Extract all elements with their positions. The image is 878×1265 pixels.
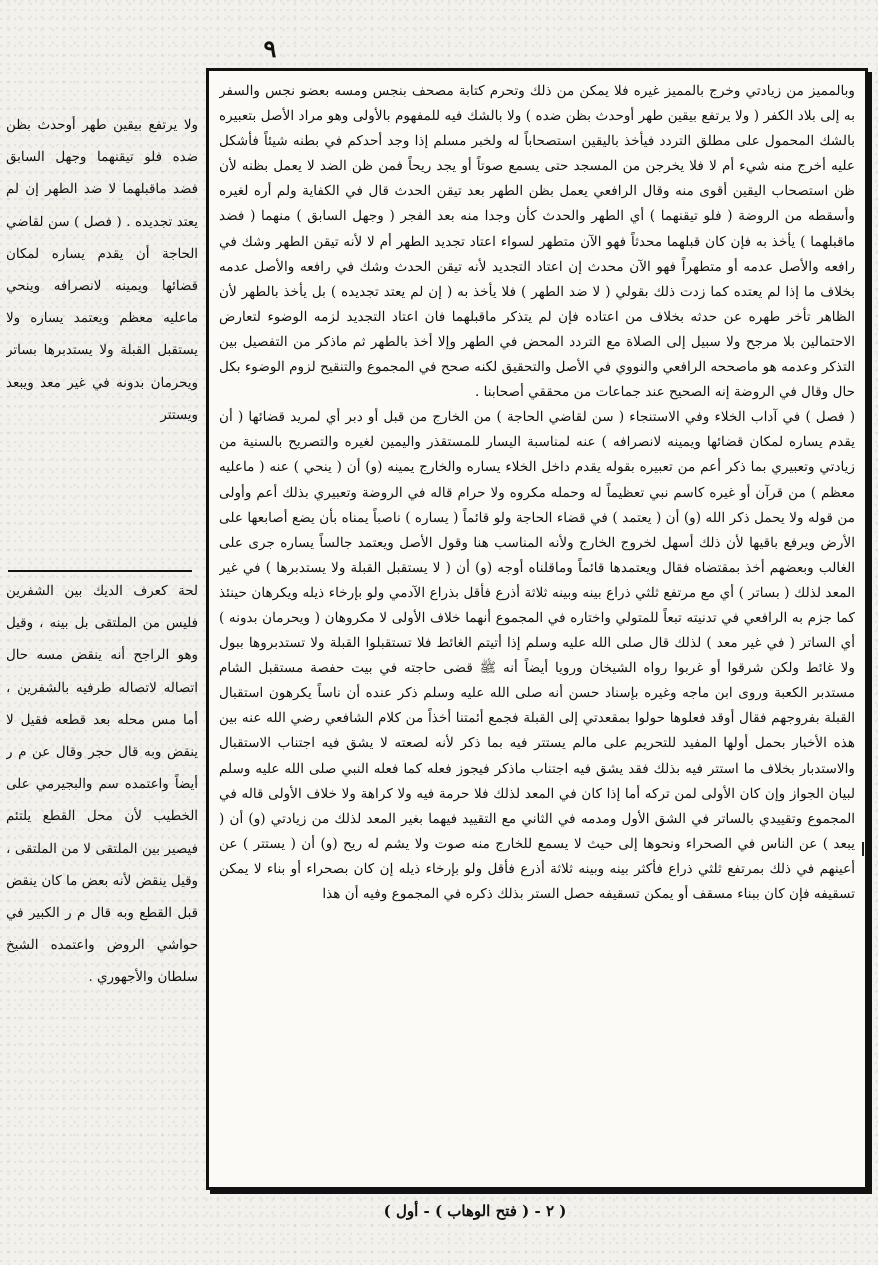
main-paragraph: وبالمميز من زيادتي وخرج بالمميز غيره فلا يمكن من ذلك وتحرم كتابة مصحف بنجس ومسه بعضو نجس والسفر به إلى بلاد الكفر ( ولا يرتفع بيقين طهر أوحدث بظن ضده ) ولا بالشك فيه للمفهوم بالأولى وهو مراد الأصل بتعبيره بالشك المحمول على مطلق التردد فيأخذ باليقين استصحاباً له ولخبر مسلم إذا وجد أحدكم في بطنه شيئاً فأشكل عليه أخرج منه شيء أم لا فلا يخرجن من المسجد حتى يسمع صوتاً أو يجد ريحاً فمن ظن الضد لا يعمل بظنه لأن ظن استصحاب اليقين أقوى منه وقال الرافعي يعمل بظن الطهر بعد تيقن الحدث قال في الكفاية ولم أره لغيره وأسقطه من الروضة ( فلو تيقنهما ) أي الطهر والحدث كأن وجدا منه بعد الفجر ( وجهل السابق ) منهما ( فضد ماقبلهما ) يأخذ به فإن كان قبلهما محدثاً فهو الآن متطهر لسواء اعتاد تجديد الطهر أم لا لأنه تيقن الطهر وشك في رافعه والأصل عدمه أو متطهراً فهو الآن محدث إن اعتاد التجديد لأنه تيقن الحدث وشك في رافعه والأصل عدمه بخلاف ما إذا لم يعتده كما زدت ذلك بقولي ( لا ضد الطهر ) فلا يأخذ به ( إن لم يعتد تجديده ) بل يأخذ بالطهر لأن الظاهر تأخر طهره عن حدثه بخلاف من اعتاده فإن لم يتذكر ماقبلهما فان اعتاد التجديد لزمه الوضوء لتعارض الاحتمالين بلا مرجح ولا سبيل إلى الصلاة مع التردد المحض في الطهر وإلا أخذ بالطهر ثم ماذكر من التفصيل بين التذكر وعدمه هو ماصححه الرافعي والنووي في الأصل والتحقيق لكنه صحح في المجموع والتنقيح لزوم الوضوء بكل حال وقال في الروضة إنه الصحيح عند جماعات من محققي أصحابنا . (219, 83, 855, 401)
page-number: ٩ (263, 34, 277, 63)
footer-label: ( ٢ - ( فتح الوهاب ) - أول ) (383, 1202, 567, 1220)
margin-note: لحة كعرف الديك بين الشفرين فليس من الملتقى بل بينه ، وقيل وهو الراجح أنه ينقض مسه حال اتصاله لاتصاله طرفيه بالشفرين ، أما مس محله بعد قطعه فقيل لا ينقض وبه قال حجر وقال عن م ر أيضاً واعتمده سم والبجيرمي على الخطيب لأن محل القطع يلتئم فيصير بين الملتقى لا من الملتقى ، وقيل ينقض لأنه بعض ما كان ينقض قبل القطع وبه قال م ر الكبير في حواشي الروض واعتمده الشيخ سلطان والأجهوري . (6, 584, 198, 986)
main-paragraph: ( فصل ) في آداب الخلاء وفي الاستنجاء ( سن لقاضي الحاجة ) من الخارج من قبل أو دبر أي لمريد قضائها ( أن يقدم يساره لمكان قضائها ويمينه لانصرافه ) عنه لمناسبة اليسار للمستقذر واليمين لغيره والتصريح بالسنية من زيادتي وتعبيري بما ذكر أعم من تعبيره بقوله يقدم داخل الخلاء يساره والخارج يمينه (و) أن ( ينحي ) عنه ( ماعليه معظم ) من قرآن أو غيره كاسم نبي تعظيماً له وحمله مكروه ولا حرام قاله في الروضة وتعبيري بذلك أعم وأولى من قوله ولا يحمل ذكر الله (و) أن ( يعتمد ) في قضاء الحاجة ولو قائماً ( يساره ) ناصباً يمناه بأن يضع أصابعها على الأرض ويرفع باقيها لأن ذلك أسهل لخروج الخارج ولأنه المناسب هنا وقول الأصل ويعتمد جالساً يساره جرى على الغالب وبعضهم أخذ بمقتضاه فقال ويعتمدها قائماً وماقلناه أوجه (و) أن ( لا يستقبل القبلة ولا يستدبرها ) في غير المعد لذلك ( بساتر ) أي مع مرتفع ثلثي ذراع بينه وبينه ثلاثة أذرع فأقل بذراع الآدمي ولو بإرخاء ذيله ويكرهان حينئذ كما جزم به الرافعي في تدنيته تبعاً للمتولي واختاره في المجموع أنهما خلاف الأولى لا مكروهان ( ويحرمان بدونه ) أي الساتر ( في غير معد ) لذلك قال صلى الله عليه وسلم إذا أتيتم الغائط فلا تستقبلوا القبلة ولا تستدبروها ببول ولا غائط ولكن شرقوا أو غربوا رواه الشيخان ورويا أيضاً أنه ﷺ قضى حاجته في بيت حفصة مستقبل الشام مستدبر الكعبة وروى ابن ماجه وغيره بإسناد حسن أنه صلى الله عليه وسلم ذكر عنده أن ناساً يكرهون استقبال القبلة بفروجهم فقال أوقد فعلوها حولوا بمقعدتي إلى القبلة فجمع أئمتنا أخذاً من كلام الشافعي رضي الله عنه بين هذه الأخبار بحمل أولها المفيد للتحريم على مالم يستتر فيه بما ذكر لأنه لصعته لا يشق فيه اجتناب الاستقبال والاستدبار بخلاف ما استتر فيه بذلك فقد يشق فيه اجتناب ماذكر فيجوز فعله كما فعله النبي صلى الله عليه وسلم لبيان الجواز وإن كان الأولى لمن تركه أما إذا كان في المعد لذلك فلا حرمة فيه ولا كراهة ولا خلاف الأولى قاله في المجموع وتقييدي بالساتر في الشق الأول ومدمه في الثاني مع التقييد فيهما بغير المعد لذلك من زيادتي (و) أن ( يبعد ) عن الناس في الصحراء ونحوها إلى حيث لا يسمع للخارج منه صوت ولا يشم له ريح (و) أن ( يستتر ) عن أعينهم في ذلك بمرتفع ثلثي ذراع فأكثر بينه وبينه ثلاثة أذرع فأقل ولو بإرخاء ذيله إن كان بصحراء أو بناء لا يمكن تسقيفه فإن كان ببناء مسقف أو يمكن تسقيفه حصل الستر بذلك ذكره في المجموع وفيه أن هذا (219, 409, 855, 902)
matn-text: ولا يرتفع بيقين طهر أوحدث بظن ضده فلو تيقنهما وجهل السابق فضد ماقبلهما لا ضد الطهر إن لم يعتد تجديده . ( فصل ) سن لقاضي الحاجة أن يقدم يساره لمكان قضائها ويمينه لانصرافه وينحي ماعليه معظم ويعتمد يساره ولا يستقبل القبلة ولا يستدبرها بساتر ويحرمان بدونه في غير معد ويبعد ويستتر (6, 118, 198, 423)
main-text-frame (206, 68, 868, 1190)
main-text-body (219, 79, 855, 1179)
margin-divider (8, 570, 192, 572)
margin-column (6, 110, 198, 995)
margin-mark (862, 842, 874, 856)
